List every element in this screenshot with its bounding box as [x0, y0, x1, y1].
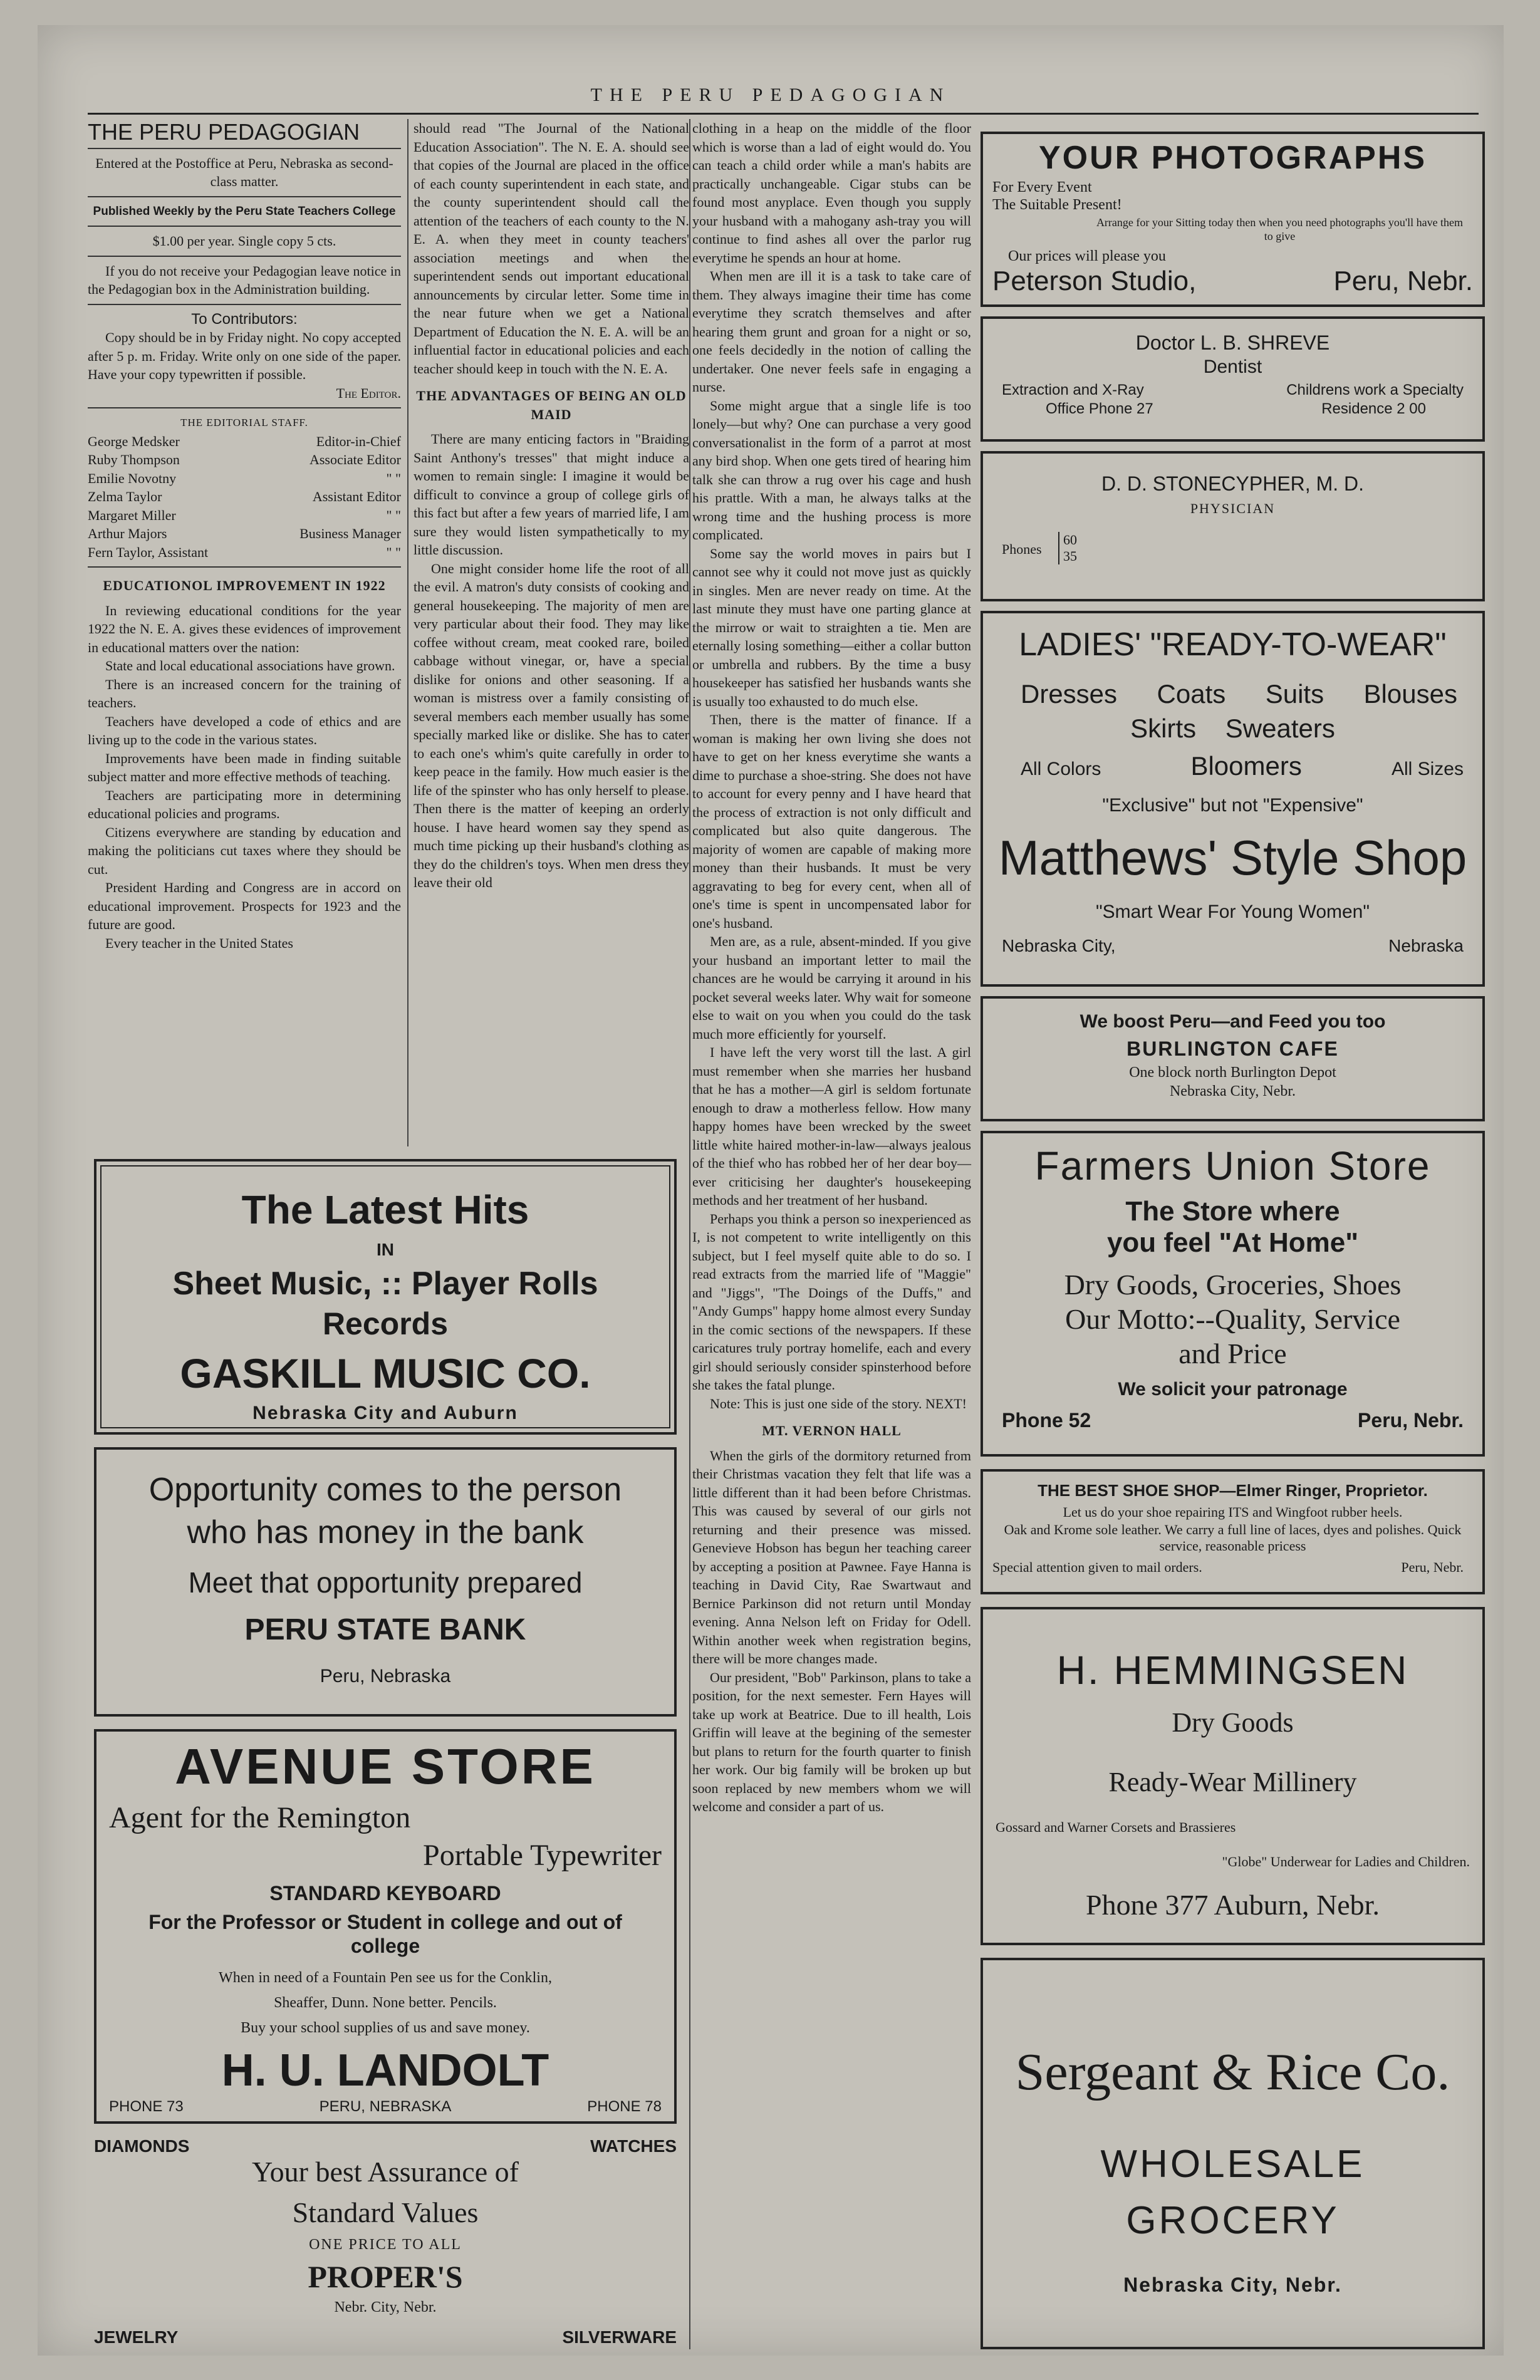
ad-line: Peru, Nebr.	[1401, 1559, 1464, 1575]
ad-line: We solicit your patronage	[1118, 1379, 1348, 1400]
ad-line: Nebraska City, Nebr.	[1169, 1083, 1296, 1099]
article-paragraph: Note: This is just one side of the story. NEXT!	[710, 1395, 967, 1411]
article-paragraph: In reviewing educational conditions for the year 1922 the N. E. A. gives these evidences of improvement in educational matters over the nation:	[88, 602, 401, 655]
staff-row	[88, 524, 401, 543]
ad-line: Buy your school supplies of us and save money.	[241, 2020, 530, 2036]
ad-line: Opportunity comes to the person who has money in the bank	[148, 1472, 622, 1551]
divider	[88, 226, 401, 227]
ad-line: WHOLESALE	[1100, 2143, 1365, 2186]
ad-line: Coats	[1157, 679, 1226, 709]
ad-line: When in need of a Fountain Pen see us for the Conklin,	[219, 1970, 552, 1986]
ad-line: PHONE 73	[109, 2098, 184, 2115]
article-paragraph: clothing in a heap on the middle of the floor which is worse than a lad of eight would do. You can teach a child order while a man's habits are practically unchangeable. Cigar stubs can be found most anyplace. Even though you supply your husband with a mahogany ash-tray you will continue to find ashes all over the parlor rug everytime he spends an hour at home.	[692, 120, 971, 266]
ad-line: H. HEMMINGSEN	[1056, 1648, 1409, 1693]
ad-line: Sheet Music, :: Player Rolls	[172, 1265, 598, 1302]
ad-line: GROCERY	[1126, 2199, 1340, 2242]
ad-line: Records	[322, 1306, 449, 1341]
staff-name: George Medsker	[88, 433, 180, 449]
column-rule	[689, 119, 690, 2349]
ad-line: Oak and Krome sole leather. We carry a full line of laces, dyes and polishes. Quick service, reasonable pricess	[1004, 1522, 1462, 1554]
ad-line: Peru, Nebraska	[320, 1666, 451, 1686]
ad-line: D. D. STONECYPHER, M. D.	[1101, 472, 1364, 495]
ad-line: For the Professor or Student in college and out of college	[148, 1911, 622, 1957]
ad-line: Sheaffer, Dunn. None better. Pencils.	[274, 1995, 497, 2011]
ad-line: STANDARD KEYBOARD	[269, 1882, 501, 1905]
divider	[88, 407, 401, 408]
ad-line: Your best Assurance of	[252, 2156, 519, 2188]
staff-role: " "	[386, 507, 401, 523]
ad-line: Standard Values	[292, 2196, 479, 2228]
ad-line: BURLINGTON CAFE	[1126, 1037, 1339, 1060]
contributors-heading: To Contributors:	[191, 310, 298, 328]
ad-line: "Globe" Underwear for Ladies and Children.	[1222, 1854, 1470, 1869]
ad-line: Bloomers	[1190, 751, 1302, 781]
ad-line: Dry Goods, Groceries, Shoes	[1064, 1269, 1402, 1301]
ad-line: IN	[377, 1240, 394, 1259]
article-paragraph: Improvements have been made in finding suitable subject matter and more effective methods of teaching.	[88, 750, 401, 784]
ad-line: Extraction and X-Ray	[1002, 382, 1144, 398]
staff-row	[88, 450, 401, 469]
ad-line: Peterson Studio,	[992, 266, 1197, 296]
ad-line: The Store where	[1125, 1196, 1340, 1227]
ad-line: Meet that opportunity prepared	[188, 1566, 583, 1599]
article-paragraph: Teachers have developed a code of ethics and are living up to the code in the various states.	[88, 713, 401, 747]
ad-line: THE BEST SHOE SHOP—Elmer Ringer, Proprietor.	[1038, 1481, 1428, 1500]
ad-line: LADIES' "READY-TO-WEAR"	[1019, 626, 1447, 663]
editorial-headline: EDUCATIONOL IMPROVEMENT IN 1922	[103, 578, 386, 593]
staff-list	[88, 432, 401, 562]
article-paragraph: Some say the world moves in pairs but I cannot see why it could not move just as quickly in singles. Men are never ready on time. At the last minute they must have one parting glance at the mirrow or wait to straighten a tie. Men are eternally losing something—either a collar button or umbrella and rubbers. By the time a busy housekeeper has satisfied her husbands wants she is usually too exhausted to do much else.	[692, 545, 971, 709]
staff-name: Ruby Thompson	[88, 452, 180, 467]
divider	[88, 304, 401, 305]
ad-line: Let us do your shoe repairing ITS and Wingfoot rubber heels.	[1063, 1504, 1403, 1520]
ad-line: Nebr. City, Nebr.	[334, 2299, 437, 2315]
staff-heading: THE EDITORIAL STAFF.	[180, 417, 308, 429]
article-paragraph: When men are ill it is a task to take care of them. They always imagine their time has come everytime they scratch themselves and after hearing them grunt and groan for a night or so, one feels decidedly in the notion of calling the undertaker. One never feels safe in engaging a nurse.	[692, 268, 971, 395]
ad-line: DIAMONDS	[94, 2136, 190, 2156]
article-paragraph: There is an increased concern for the training of teachers.	[88, 676, 401, 710]
old-maid-headline: THE ADVANTAGES OF BEING AN OLD MAID	[416, 388, 687, 422]
ad-line: Blouses	[1363, 679, 1457, 709]
ad-line: Childrens work a Specialty	[1286, 382, 1464, 398]
ad-footer	[109, 2098, 662, 2116]
article-paragraph: Citizens everywhere are standing by education and making the politicians cut taxes where they should be cut.	[88, 824, 401, 877]
delivery-notice: If you do not receive your Pedagogian leave notice in the Pedagogian box in the Administration building.	[88, 262, 401, 297]
ad-line: AVENUE STORE	[175, 1738, 596, 1794]
top-rule	[88, 113, 1479, 115]
column-rule	[407, 119, 408, 1146]
ad-line: PHONE 78	[587, 2098, 662, 2115]
ad-line: PERU STATE BANK	[244, 1613, 526, 1646]
ad-line: "Exclusive" but not "Expensive"	[1102, 795, 1363, 816]
ad-line: "Smart Wear For Young Women"	[1095, 902, 1370, 922]
ad-line: One block north Burlington Depot	[1129, 1064, 1336, 1081]
staff-role: " "	[386, 470, 401, 486]
ad-line: you feel "At Home"	[1106, 1227, 1359, 1258]
ad-line: PHYSICIAN	[1190, 501, 1276, 516]
article-paragraph: State and local educational associations have grown.	[105, 658, 395, 673]
ad-line: All Colors	[1021, 759, 1101, 779]
ad-line: GASKILL MUSIC CO.	[180, 1350, 591, 1396]
divider	[88, 566, 401, 568]
ad-line: We boost Peru—and Feed you too	[1080, 1011, 1386, 1032]
staff-name: Fern Taylor, Assistant	[88, 544, 209, 560]
running-head: THE PERU PEDAGOGIAN	[590, 85, 951, 105]
price-notice: $1.00 per year. Single copy 5 cts.	[152, 233, 336, 249]
ad-line: Matthews' Style Shop	[998, 830, 1467, 885]
staff-role: Business Manager	[299, 526, 401, 541]
ad-line: Arrange for your Sitting today then when you need photographs you'll have them to give	[1096, 216, 1464, 242]
published-notice: Published Weekly by the Peru State Teachers College	[93, 204, 396, 218]
staff-name: Arthur Majors	[88, 526, 167, 541]
article-paragraph: Teachers are participating more in determining educational policies and programs.	[88, 787, 401, 821]
ad-line: The Suitable Present!	[992, 197, 1122, 213]
ad-line: Residence 2 00	[1321, 400, 1426, 417]
ad-line: Our Motto:--Quality, Service	[1065, 1303, 1400, 1335]
ad-line: Peru, Nebr.	[1333, 266, 1473, 296]
column-2	[414, 119, 689, 892]
ad-line: WATCHES	[590, 2136, 677, 2156]
ad-line: The Latest Hits	[241, 1187, 529, 1232]
ad-line: Skirts	[1130, 714, 1197, 743]
staff-name: Zelma Taylor	[88, 489, 162, 504]
burlington-cafe-ad	[981, 996, 1485, 1121]
article-paragraph: should read "The Journal of the National Education Association". The N. E. A. should see that copies of the Journal are placed in the office of each county superintendent in each state, and the county superintendent should call the attention of the teachers of each county to the N. E. A. when they meet in county teachers' association meetings and when the superintendent sends out important educational announcements by circular letter. Some time in the near future when we get a National Department of Education the N. E. A. will be an influential factor in educational policies and each teacher should keep in touch with the N. E. A.	[414, 120, 689, 377]
ad-line: Agent for the Remington	[109, 1801, 411, 1834]
item-row	[983, 714, 1482, 744]
ad-line: ONE PRICE TO ALL	[309, 2237, 462, 2253]
masthead-title: THE PERU PEDAGOGIAN	[88, 119, 360, 145]
sergeant-rice-ad	[981, 1958, 1485, 2349]
ad-line: Doctor L. B. SHREVE	[1135, 331, 1330, 354]
ad-line: Phone 377 Auburn, Nebr.	[1086, 1889, 1380, 1921]
ad-line: Sergeant & Rice Co.	[1015, 2043, 1450, 2101]
divider	[88, 196, 401, 197]
ad-line: Peru, Nebr.	[1358, 1409, 1464, 1432]
gaskill-music-ad	[94, 1159, 677, 1435]
item-row	[1021, 751, 1464, 781]
ad-line: Gossard and Warner Corsets and Brassieres	[996, 1819, 1236, 1835]
contributors-text: Copy should be in by Friday night. No copy accepted after 5 p. m. Friday. Write only on one side of the paper. Have your copy typewritten if possible.	[88, 330, 401, 382]
ad-line: Phones	[1002, 541, 1042, 557]
ad-line: JEWELRY	[94, 2327, 179, 2347]
ad-line: Portable Typewriter	[423, 1839, 662, 1872]
staff-row	[88, 506, 401, 525]
ad-line: Phone 52	[1002, 1409, 1091, 1432]
ad-line: Office Phone 27	[1046, 400, 1153, 417]
article-paragraph: Then, there is the matter of finance. If a woman is making her own living she does not have to get on her kness everytime she wants a dime to purchase a shoe-string. She does not have to account for every penny and I have heard that the process of extraction is not only difficult and complicated but also quite dangerous. The majority of women are capable of making more money than their husbands. It must be very aggravating to beg for every cent, when all of one's time is spent in uncompensated labor for one's husband.	[692, 712, 971, 931]
ad-line: Our prices will please you	[1008, 248, 1166, 264]
ad-line: All Sizes	[1391, 759, 1464, 779]
item-row	[1021, 679, 1457, 709]
farmers-union-store-ad	[981, 1131, 1485, 1457]
staff-row	[88, 543, 401, 562]
ad-line: Ready-Wear Millinery	[1108, 1767, 1357, 1797]
article-paragraph: One might consider home life the root of all the evil. A matron's duty consists of cooking and general housekeeping. The majority of men are very particular about their food. They may like coffee without cream, meat cooked rare, boiled cabbage without vinegar, or, have a special dislike for onions and other seasoning. If a woman is mistress over a family consisting of several members each member usually has some specially marked like or dislike. She has to cater to each one's whim's quite carefully in order to keep peace in the family. How much easier is the life of the spinster who has only herself to please. Then there is the matter of keeping an orderly house. I have heard women say they spend as much time picking up their husband's clothing as they do the children's toys. When men dress they leave their old	[414, 560, 689, 890]
entered-notice: Entered at the Postoffice at Peru, Nebraska as second-class matter.	[95, 155, 393, 189]
article-paragraph: Some might argue that a single life is too lonely—but why? One can purchase a very good conversationalist in the form of a parrot at most any bird shop. When one gets tired of hearing him talk she can throw a rug over his cage and hush his prattle. With a man, he always talks at the wrong time and the hushing process is more complicated.	[692, 397, 971, 543]
ad-line: H. U. LANDOLT	[221, 2045, 549, 2096]
column-3	[692, 119, 971, 1816]
ad-line: SILVERWARE	[562, 2327, 677, 2347]
article-paragraph: I have left the very worst till the last. A girl must remember when she marries her husband that he has a mother—A girl is seldom fortunate enough to draw a motherless fellow. How many happy homes have been wrecked by the sweet little white haired mother-in-law—always jealous of the thief who has robbed her of her dear boy—ever criticising her daughter's housekeeping methods and her treatment of her husband.	[692, 1044, 971, 1208]
matthews-style-shop-ad	[981, 611, 1485, 987]
article-paragraph: Perhaps you think a person so inexperienced as I, is not competent to write intelligently on this subject, but I feel myself quite able to do so. I read extracts from the married life of "Maggie" and "Jiggs", "The Doings of the Duffs," and "Andy Gumps" happy home almost every Sunday in the comic sections of the newspapers. If these caricatures truly portray homelife, each and every girl should seriously consider spinsterhood before she takes the fatal plunge.	[692, 1210, 971, 1393]
ad-line: Dry Goods	[1172, 1707, 1294, 1738]
newspaper-page	[38, 25, 1504, 2356]
ad-line: For Every Event	[992, 179, 1092, 195]
peru-state-bank-ad	[94, 1447, 677, 1717]
ad-line: Farmers Union Store	[1034, 1143, 1431, 1188]
ad-line: Sweaters	[1225, 714, 1335, 743]
ad-line: Special attention given to mail orders.	[992, 1559, 1202, 1575]
article-paragraph: When the girls of the dormitory returned from their Christmas vacation they felt that life was a little different than it had been before Christmas. This was caused by several of our girls not returning and their presence was missed. Genevieve Hobson has begun her teaching career by accepting a position at Pawnee. Faye Hanna is teaching in David City, Rae Swartwaut and Bernice Parkinson did not return until Monday evening. Anna Nelson left on Friday for Odell. Within another week when registration begins, there will be more changes made.	[692, 1447, 971, 1666]
article-paragraph: There are many enticing factors in "Braiding Saint Anthony's tresses" that might induce a women to remain single: I imagine it would be difficult to convince a group of college girls of this fact but after a few years of married life, I am sure they would listen sympathetically to my little discussion.	[414, 431, 689, 558]
ad-line: and Price	[1178, 1338, 1287, 1369]
ad-line: Nebraska City, Nebr.	[1123, 2273, 1342, 2296]
ad-line: Suits	[1265, 679, 1324, 709]
ad-line: 35	[1063, 548, 1077, 564]
article-paragraph: Men are, as a rule, absent-minded. If you give your husband an important letter to mail the chances are he would be carrying it around in his pocket several weeks later. Why wait for someone else to wait on you when you could do the task much more efficiently for yourself.	[692, 933, 971, 1042]
staff-row	[88, 469, 401, 488]
phone-numbers	[1058, 532, 1077, 564]
column-1	[88, 119, 401, 952]
article-paragraph: Every teacher in the United States	[105, 935, 293, 951]
divider	[88, 256, 401, 257]
editor-signature: The Editor.	[336, 385, 401, 401]
best-shoe-shop-ad	[981, 1469, 1485, 1594]
avenue-store-ad	[94, 1729, 677, 2124]
staff-role: Associate Editor	[309, 452, 401, 467]
ad-line: 60	[1063, 532, 1077, 548]
ad-line: Nebraska City,	[1002, 936, 1116, 955]
ad-line: Dentist	[1203, 356, 1262, 377]
staff-role: " "	[386, 544, 401, 560]
staff-name: Emilie Novotny	[88, 470, 177, 486]
staff-row	[88, 487, 401, 506]
peterson-studio-ad	[981, 132, 1485, 307]
hemmingsen-ad	[981, 1607, 1485, 1945]
staff-role: Assistant Editor	[312, 489, 401, 504]
mt-vernon-headline: MT. VERNON HALL	[762, 1423, 902, 1438]
ad-line: Nebraska	[1388, 936, 1464, 955]
ad-line: PROPER'S	[308, 2259, 463, 2294]
shreve-dentist-ad	[981, 316, 1485, 442]
ad-line: PERU, NEBRASKA	[319, 2098, 452, 2115]
propers-jewelry-ad	[94, 2136, 677, 2349]
ad-line: Nebraska City and Auburn	[252, 1403, 518, 1423]
stonecypher-physician-ad	[981, 451, 1485, 601]
staff-role: Editor-in-Chief	[316, 433, 401, 449]
divider	[88, 148, 401, 149]
ad-line: YOUR PHOTOGRAPHS	[1038, 140, 1427, 176]
staff-row	[88, 432, 401, 451]
article-paragraph: Our president, "Bob" Parkinson, plans to take a position, for the next semester. Fern Hayes will take up work at Beatrice. Due to ill health, Lois Griffin will leave at the begining of the semester but plans to return for the fourth quarter to finish her work. Our big family will be broken up but soon replaced by new members whom we will welcome and consider a part of us.	[692, 1669, 971, 1814]
staff-name: Margaret Miller	[88, 507, 176, 523]
article-paragraph: President Harding and Congress are in accord on educational improvement. Prospects for 1923 and the future are good.	[88, 880, 401, 932]
ad-line: Dresses	[1021, 679, 1118, 709]
